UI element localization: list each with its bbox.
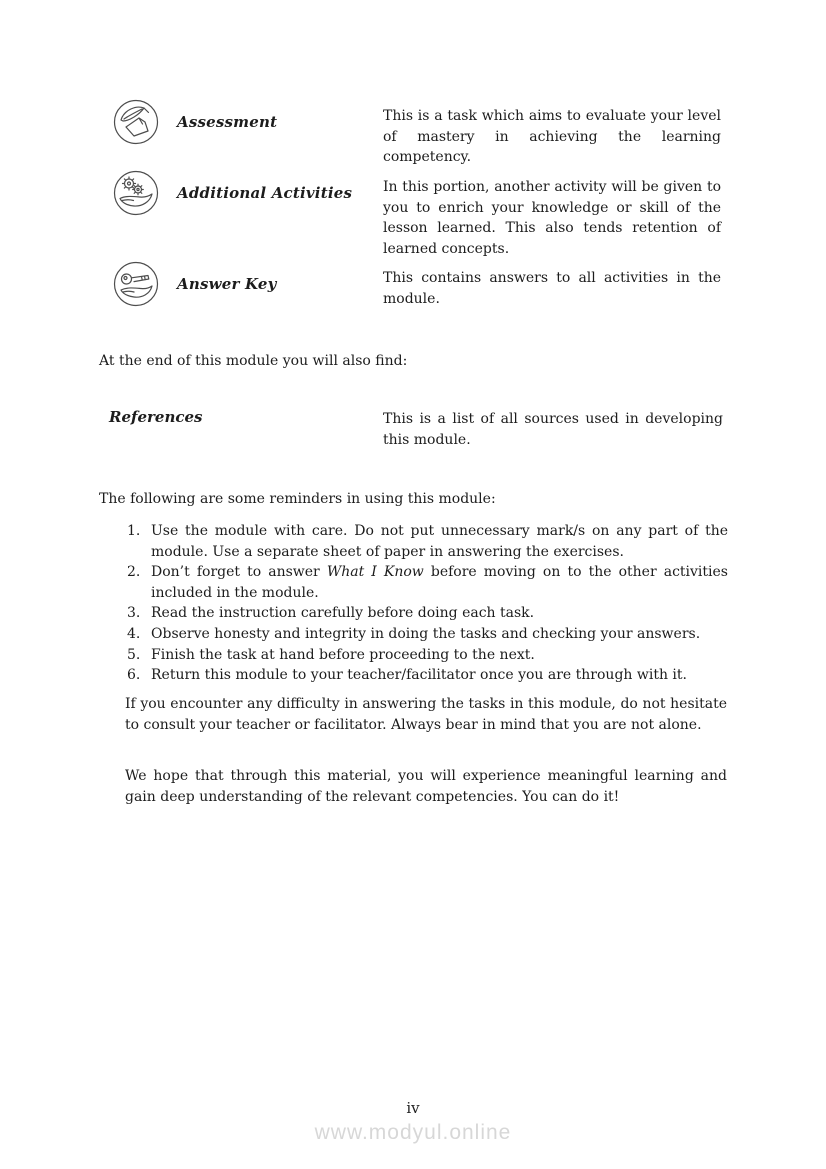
reminder-text	[151, 665, 728, 686]
reminder-number: 6.	[127, 667, 141, 684]
reminder-item-1	[127, 521, 728, 562]
module-part-label: Answer Key	[177, 275, 277, 293]
reminder-text-pre: Observe honesty and integrity in doing the tasks and checking your answers.	[151, 625, 701, 642]
hand-holding-gears-icon	[112, 169, 160, 217]
reminder-item-6	[127, 665, 728, 686]
hand-holding-key-icon	[112, 260, 160, 308]
module-part-description: In this portion, another activity will be given to you to enrich your knowledge or skill of the lesson learned. This also tends retention of learned concepts.	[383, 179, 721, 257]
module-part-label: Assessment	[177, 113, 278, 131]
reminder-text-pre: Return this module to your teacher/facilitator once you are through with it.	[151, 667, 687, 684]
intro-line: At the end of this module you will also find:	[99, 353, 408, 369]
reminder-text	[151, 603, 728, 624]
module-part-description: This contains answers to all activities in the module.	[383, 270, 721, 307]
reminder-text	[151, 645, 728, 666]
reminder-number: 2.	[127, 564, 141, 581]
references-label: References	[109, 408, 203, 426]
reminder-text-pre: Read the instruction carefully before doing each task.	[151, 605, 535, 622]
reminder-text-pre: Don’t forget to answer	[151, 564, 327, 581]
reminder-item-5	[127, 645, 728, 666]
reminders-list	[127, 521, 728, 686]
reminder-text-pre: Finish the task at hand before proceeding to the next.	[151, 646, 535, 663]
reminder-number: 5.	[127, 646, 141, 663]
reminder-text	[151, 624, 728, 645]
watermark-text: www.modyul.online	[314, 1121, 512, 1144]
reminder-item-3	[127, 603, 728, 624]
module-part-label: Additional Activities	[177, 184, 353, 202]
hand-writing-pen-icon	[112, 98, 160, 146]
reminder-number: 1.	[127, 523, 141, 539]
reminder-item-4	[127, 624, 728, 645]
closing-paragraph-2: We hope that through this material, you will experience meaningful learning and gain deep understanding of the relevant competencies. You can do it!	[125, 768, 727, 805]
reminder-text-pre: Use the module with care. Do not put unnecessary mark/s on any part of the module. Use a separate sheet of paper in answering the exercises.	[151, 523, 728, 560]
closing-paragraph-1: If you encounter any difficulty in answering the tasks in this module, do not hesitate to consult your teacher or facilitator. Always bear in mind that you are not alone.	[125, 696, 727, 733]
reminder-number: 4.	[127, 625, 141, 642]
reminder-text	[151, 562, 728, 603]
page-number: iv	[406, 1099, 420, 1117]
reminder-text-italic: What I Know	[326, 564, 424, 581]
module-part-description: This is a task which aims to evaluate your level of mastery in achieving the learning competency.	[383, 108, 721, 166]
reminder-text	[151, 521, 728, 562]
reminder-text-post: before moving on to the other activities included in the module.	[151, 564, 728, 601]
reminders-heading: The following are some reminders in using this module:	[99, 491, 496, 507]
reminder-item-2	[127, 562, 728, 603]
references-description: This is a list of all sources used in developing this module.	[383, 411, 723, 448]
reminder-number: 3.	[127, 605, 141, 622]
